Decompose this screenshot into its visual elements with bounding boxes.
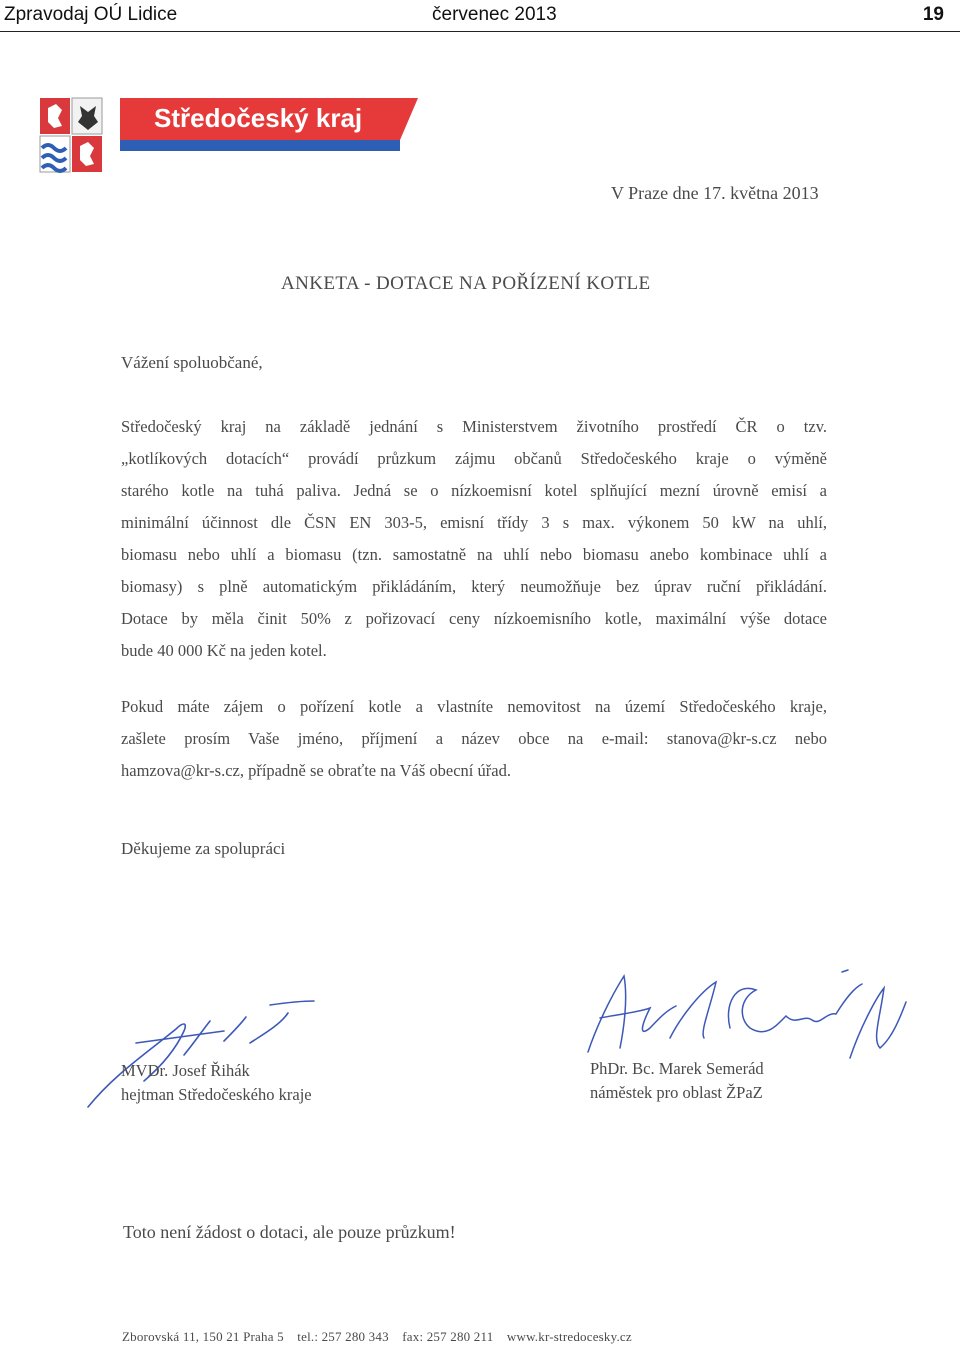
letter-date: V Praze dne 17. května 2013 — [611, 183, 819, 203]
signatory-left-role: hejtman Středočeského kraje — [121, 1085, 312, 1104]
text-line: minimální účinnost dle ČSN EN 303-5, emisní třídy 3 s max. výkonem 50 kW na uhlí, — [121, 513, 827, 532]
text-line: Pokud máte zájem o pořízení kotle a vlastníte nemovitost na území Středočeského kraje, — [121, 697, 827, 716]
footer-address: Zborovská 11, 150 21 Praha 5 — [122, 1329, 284, 1344]
text-line: biomasy) s plně automatickým přikládáním, který neumožňuje bez úprav ruční přikládání. — [121, 577, 827, 596]
running-header — [0, 0, 960, 32]
letterhead-footer — [122, 1329, 642, 1345]
signatory-right-role: náměstek pro oblast ŽPaZ — [590, 1083, 763, 1102]
salutation: Vážení spoluobčané, — [121, 353, 263, 372]
text-line: Středočeský kraj na základě jednání s Ministerstvem životního prostředí ČR o tzv. — [121, 417, 827, 436]
footer-tel: tel.: 257 280 343 — [297, 1329, 389, 1344]
text-line: bude 40 000 Kč na jeden kotel. — [121, 641, 327, 660]
logo-text: Středočeský kraj — [154, 103, 363, 133]
text-line: hamzova@kr-s.cz, případně se obraťte na Váš obecní úřad. — [121, 761, 511, 780]
paragraph-survey-description — [121, 411, 827, 667]
text-line: starého kotle na tuhá paliva. Jedná se o nízkoemisní kotel splňující mezní úrovně emisí a — [121, 481, 827, 500]
text-line: „kotlíkových dotacích“ provádí průzkum zájmu občanů Středočeského kraje o výměně — [121, 449, 827, 468]
signatory-left — [121, 1059, 312, 1107]
page-number: 19 — [922, 4, 944, 25]
footer-web: www.kr-stredocesky.cz — [506, 1329, 632, 1344]
signatory-left-name: MVDr. Josef Řihák — [121, 1061, 250, 1080]
text-line: biomasu nebo uhlí a biomasu (tzn. samostatně na uhlí nebo biomasu anebo kombinace uhlí a — [121, 545, 827, 564]
coat-of-arms-icon — [40, 98, 102, 172]
survey-notice: Toto není žádost o dotaci, ale pouze průzkum! — [123, 1222, 456, 1242]
footer-fax: fax: 257 280 211 — [402, 1329, 494, 1344]
signatory-right-name: PhDr. Bc. Marek Semerád — [590, 1059, 764, 1078]
letter-title: ANKETA - DOTACE NA POŘÍZENÍ KOTLE — [281, 273, 651, 294]
signatory-right — [590, 1057, 764, 1105]
text-line: Dotace by měla činit 50% z pořizovací ceny nízkoemisního kotle, maximální výše dotace — [121, 609, 827, 628]
newsletter-name: Zpravodaj OÚ Lidice — [4, 4, 178, 25]
paragraph-contact — [121, 691, 827, 787]
closing: Děkujeme za spolupráci — [121, 839, 286, 858]
issue-date: červenec 2013 — [432, 4, 557, 25]
stredocesky-kraj-logo — [38, 96, 428, 176]
text-line: zašlete prosím Vaše jméno, příjmení a název obce na e-mail: stanova@kr-s.cz nebo — [121, 729, 827, 748]
